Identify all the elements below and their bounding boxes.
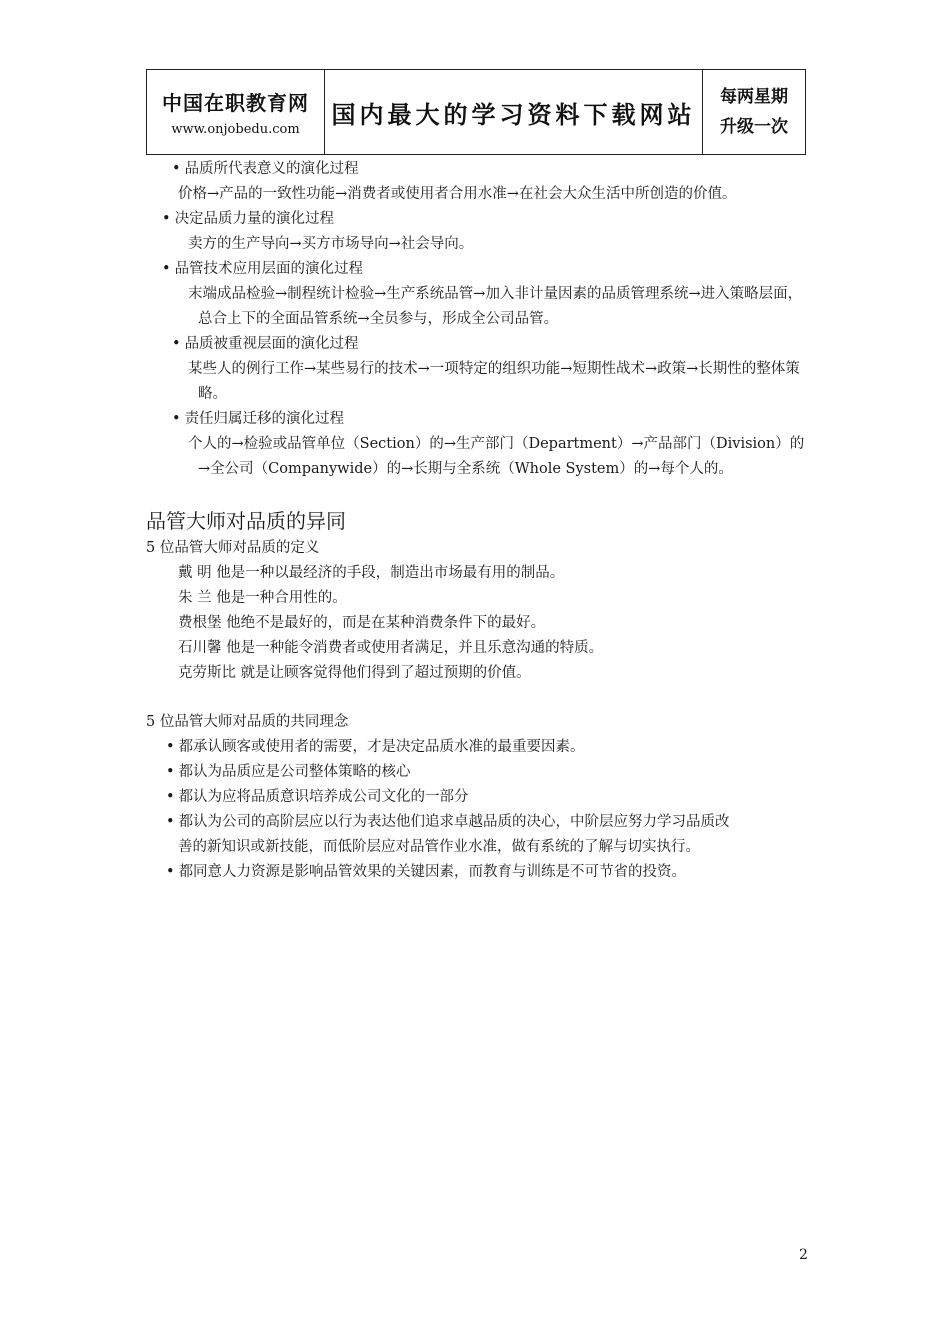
update-line-1: 每两星期	[720, 87, 788, 107]
evolution-item-title: • 品质被重视层面的演化过程	[172, 332, 810, 357]
definition-line: 克劳斯比 就是让顾客觉得他们得到了超过预期的价值。	[178, 665, 531, 681]
evolution-item-title: • 品管技术应用层面的演化过程	[162, 257, 810, 282]
evolution-item-desc: 个人的→检验或品管单位（Section）的→生产部门（Department）→产品部门（Division）的→全公司（Companywide）的→长期与全系统（Whole System）的→每个人的。	[188, 436, 805, 477]
definition-line: 石川馨 他是一种能令消费者或使用者满足，并且乐意沟通的特质。	[178, 640, 604, 656]
evolution-item-title: • 责任归属迁移的演化过程	[172, 407, 810, 432]
site-header	[146, 69, 806, 155]
update-line-2: 升级一次	[720, 117, 788, 137]
brand-url: www.onjobedu.com	[171, 122, 300, 137]
evolution-item-desc: 卖方的生产导向→买方市场导向→社会导向。	[188, 236, 474, 252]
common-bullet: • 都认为应将品质意识培养成公司文化的一部分	[166, 785, 810, 810]
document-body	[146, 157, 810, 885]
evolution-item-desc: 某些人的例行工作→某些易行的技术→一项特定的组织功能→短期性战术→政策→长期性的整体策略。	[188, 361, 800, 402]
evolution-item-title: • 品质所代表意义的演化过程	[172, 157, 810, 182]
common-bullet: • 都认为品质应是公司整体策略的核心	[166, 760, 810, 785]
definition-line: 费根堡 他绝不是最好的，而是在某种消费条件下的最好。	[178, 615, 546, 631]
page-number: 2	[799, 1247, 808, 1263]
evolution-item-title: • 决定品质力量的演化过程	[162, 207, 810, 232]
common-bullet: • 都承认顾客或使用者的需要，才是决定品质水准的最重要因素。	[166, 735, 810, 760]
update-cell	[703, 70, 805, 154]
brand-name: 中国在职教育网	[162, 91, 309, 115]
definitions-title: 5 位品管大师对品质的定义	[146, 540, 320, 556]
common-bullet: • 都同意人力资源是影响品管效果的关键因素，而教育与训练是不可节省的投资。	[166, 860, 810, 885]
definition-line: 朱 兰 他是一种合用性的。	[178, 590, 347, 606]
spacer	[146, 686, 810, 710]
definition-line: 戴 明 他是一种以最经济的手段，制造出市场最有用的制品。	[178, 565, 565, 581]
evolution-item-desc: 价格→产品的一致性功能→消费者或使用者合用水准→在社会大众生活中所创造的价值。	[178, 186, 737, 202]
section-heading: 品管大师对品质的异同	[146, 509, 346, 533]
brand-cell	[147, 70, 325, 154]
common-title: 5 位品管大师对品质的共同理念	[146, 714, 349, 730]
slogan-cell	[325, 70, 703, 154]
common-bullet: • 都认为公司的高阶层应以行为表达他们追求卓越品质的决心，中阶层应努力学习品质改	[166, 810, 810, 835]
evolution-item-desc: 末端成品检验→制程统计检验→生产系统品管→加入非计量因素的品质管理系统→进入策略层面，总合上下的全面品管系统→全员参与，形成全公司品管。	[188, 286, 803, 327]
common-bullet-continuation: 善的新知识或新技能，而低阶层应对品管作业水准，做有系统的了解与切实执行。	[178, 839, 700, 855]
slogan-text: 国内最大的学习资料下载网站	[331, 100, 696, 129]
